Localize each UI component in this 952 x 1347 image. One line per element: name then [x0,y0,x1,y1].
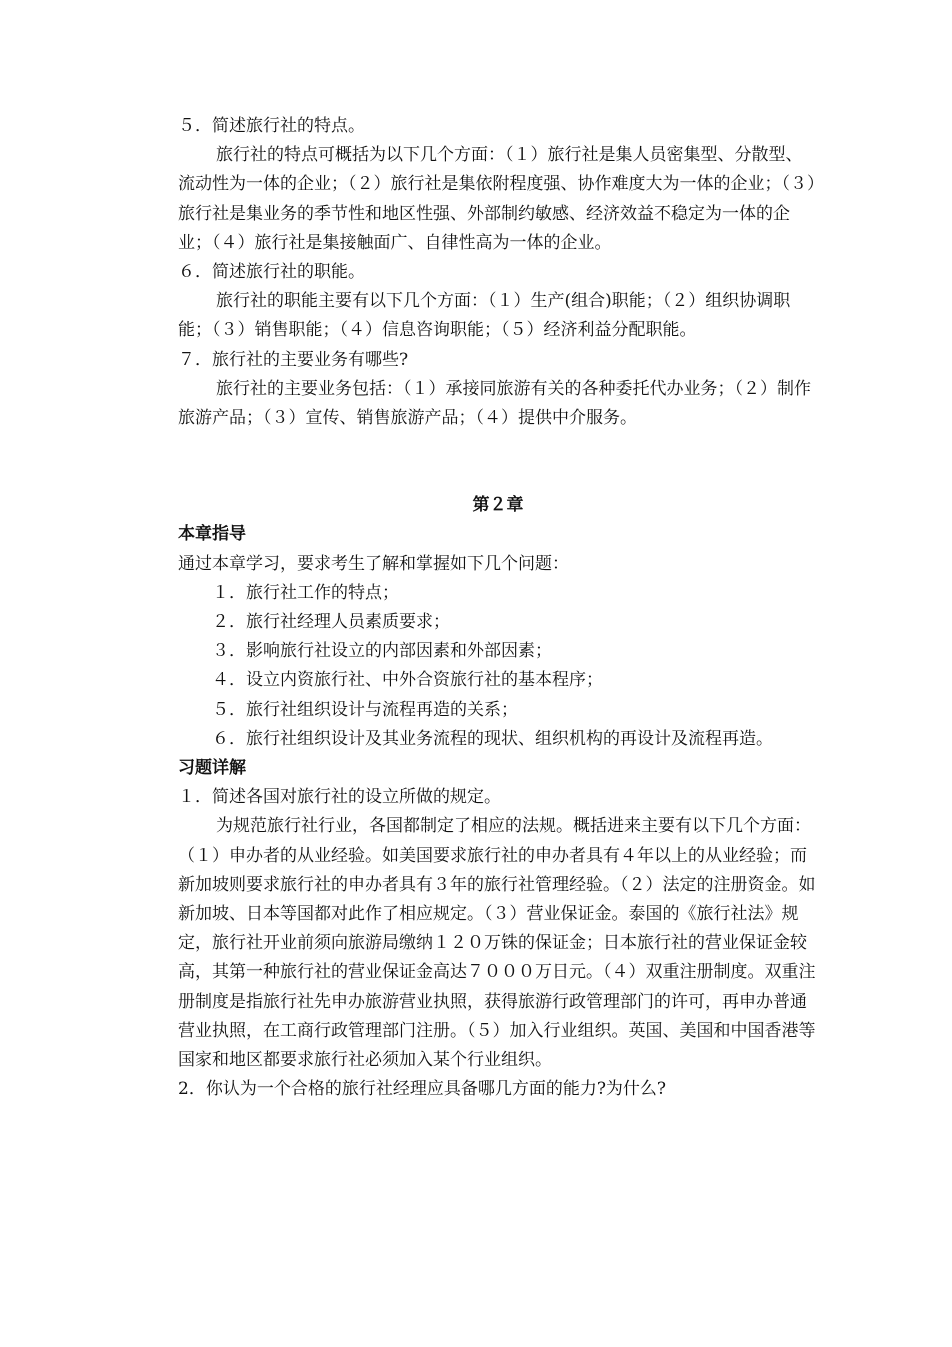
exercise-2-title: 2．你认为一个合格的旅行社经理应具备哪几方面的能力?为什么? [178,1079,667,1100]
exercise-1-answer: 为规范旅行社行业，各国都制定了相应的法规。概括进来主要有以下几个方面：（１）申办者的从业经验。如美国要求旅行社的申办者具有４年以上的从业经验；而新加坡则要求旅行社的申办者具有３年的旅行社管理经验。（２）法定的注册资金。如新加坡、日本等国都对此作了相应规定。（３）营业保证金。泰国的《旅行社法》规定，旅行社开业前须向旅游局缴纳１２０万铢的保证金；日本旅行社的营业保证金较高，其第一种旅行社的营业保证金高达７０００万日元。（４）双重注册制度。双重注册制度是指旅行社先申办旅游营业执照，获得旅游行政管理部门的许可，再申办普通营业执照，在工商行政管理部门注册。（５）加入行业组织。英国、美国和中国香港等国家和地区都要求旅行社必须加入某个行业组织。 [178,816,816,1071]
guide-intro: 通过本章学习，要求考生了解和掌握如下几个问题： [178,553,569,574]
guide-item: ３．影响旅行社设立的内部因素和外部因素； [212,641,552,662]
question-7-title: ７．旅行社的主要业务有哪些? [178,349,409,370]
exercise-heading: 习题详解 [178,758,246,779]
guide-item: １．旅行社工作的特点； [212,582,399,603]
guide-item: ５．旅行社组织设计与流程再造的关系； [212,699,518,720]
exercise-1-title: １．简述各国对旅行社的设立所做的规定。 [178,787,501,808]
question-5-answer: 旅行社的特点可概括为以下几个方面：（１）旅行社是集人员密集型、分散型、流动性为一体的企业；（２）旅行社是集依附程度强、协作难度大为一体的企业；（３）旅行社是集业务的季节性和地区性强、外部制约敏感、经济效益不稳定为一体的企业；（４）旅行社是集接触面广、自律性高为一体的企业。 [178,145,816,253]
section-spacer [178,433,818,491]
question-7-answer: 旅行社的主要业务包括：（１）承接同旅游有关的各种委托代办业务；（２）制作旅游产品；（３）宣传、销售旅游产品；（４）提供中介服务。 [178,378,811,429]
chapter-title: 第２章 [472,495,524,516]
guide-heading: 本章指导 [178,524,246,545]
guide-item: ２．旅行社经理人员素质要求； [212,612,450,633]
question-6-answer: 旅行社的职能主要有以下几个方面：（１）生产(组合)职能；（２）组织协调职能；（３）销售职能；（４）信息咨询职能；（５）经济利益分配职能。 [178,291,791,341]
question-5-title: ５．简述旅行社的特点。 [178,116,365,136]
question-6-title: ６．简述旅行社的职能。 [178,262,365,283]
guide-item: ６．旅行社组织设计及其业务流程的现状、组织机构的再设计及流程再造。 [212,728,773,749]
guide-item: ４．设立内资旅行社、中外合资旅行社的基本程序； [212,670,603,691]
document-page [178,112,818,1105]
guide-list [178,579,818,754]
